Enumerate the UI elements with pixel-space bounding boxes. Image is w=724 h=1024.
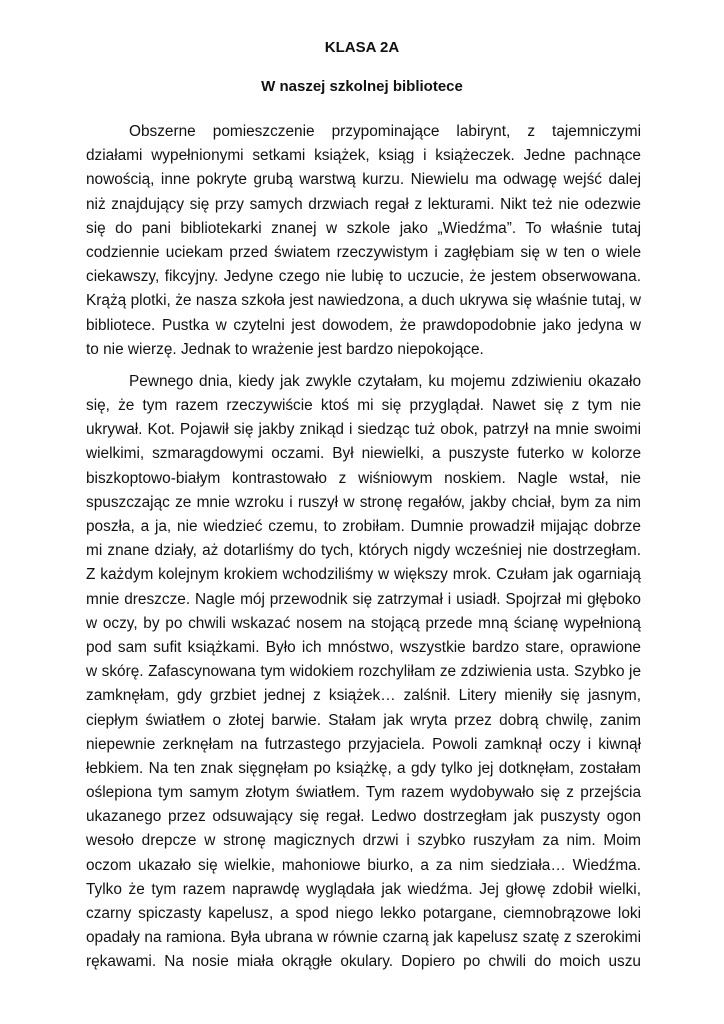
text-line: poszła, a ja, nie wiedzieć czemu, to zrobiłam. Dumnie prowadził mijając dobrze — [86, 518, 641, 535]
text-line: rękawami. Na nosie miała okrągłe okulary. Dopiero po chwili do moich uszu — [86, 953, 641, 971]
paragraph — [86, 120, 641, 362]
text-line: to nie wierzę. Jednak to wrażenie jest bardzo niepokojące. — [86, 340, 484, 358]
text-line: Z każdym kolejnym krokiem wchodziliśmy w większy mrok. Czułam jak ogarniają — [86, 566, 641, 584]
text-line: biszkoptowo-białym kontrastowało z wiśniowym noskiem. Nagle wstał, nie — [86, 469, 641, 487]
text-line: się do pani bibliotekarki znanej w szkole jako „Wiedźma”. To właśnie tutaj — [86, 219, 641, 237]
text-line: w oczy, by po chwili wskazać nosem na stojącą przede mną ścianę wypełnioną — [86, 614, 641, 632]
text-line: mi znane działy, aż dotarliśmy do tych, których nigdy wcześniej nie dostrzegłam. — [86, 542, 641, 560]
story-title: W naszej szkolnej bibliotece — [261, 78, 463, 95]
text-line: mnie dreszcze. Nagle mój przewodnik się zatrzymał i usiadł. Spojrzał mi głęboko — [86, 590, 641, 608]
text-line: bibliotece. Pustka w czytelni jest dowodem, że prawdopodobnie jako jedyna w — [86, 316, 641, 334]
text-line: wielkimi, szmaragdowymi oczami. Był niewielki, a puszyste futerko w kolorze — [86, 445, 641, 463]
text-line: opadały na ramiona. Była ubrana w równie czarną jak kapelusz szatę z szerokimi — [86, 929, 641, 947]
text-line: Krążą plotki, że nasza szkoła jest nawiedzona, a duch ukrywa się właśnie tutaj, w — [86, 292, 641, 310]
text-line: ciepłym światłem o złotej barwie. Stałam jak wryta przez dobrą chwilę, zanim — [86, 711, 641, 729]
text-line: w skórę. Zafascynowana tym widokiem rozchyliłam ze zdziwienia usta. Szybko je — [86, 663, 641, 681]
text-line: wesoło drepcze w stronę magicznych drzwi i szybko ruszyłam za nim. Moim — [86, 832, 641, 850]
text-line: Tylko że tym razem naprawdę wyglądała jak wiedźma. Jej głowę zdobił wielki, — [86, 880, 641, 898]
text-line: pod sam sufit książkami. Było ich mnóstwo, wszystkie bardzo stare, oprawione — [86, 638, 641, 656]
text-line: działami wypełnionymi setkami książek, ksiąg i książeczek. Jedne pachnące — [86, 147, 641, 165]
paragraph — [86, 370, 641, 975]
text-line: oczom ukazało się wielkie, mahoniowe biurko, a za nim siedziała… Wiedźma. — [86, 856, 641, 874]
text-line: ukrywał. Kot. Pojawił się jakby znikąd i siedząc tuż obok, patrzył na mnie swoimi — [86, 421, 641, 439]
text-line: niż znajdujący się przy samych drzwiach regał z lekturami. Nikt też nie odezwie — [86, 195, 641, 213]
text-line: łebkiem. Na ten znak sięgnęłam po książkę, a gdy tylko jej dotknęłam, zostałam — [86, 759, 641, 777]
text-line: się, że tym razem rzeczywiście ktoś mi się przyglądał. Nawet się z tym nie — [86, 397, 641, 415]
text-line: ukazanego przez odsuwający się regał. Ledwo dostrzegłam jak puszysty ogon — [86, 808, 641, 826]
text-line: niepewnie zerknęłam na futrzastego przyjaciela. Powoli zamknął oczy i kiwnął — [86, 735, 641, 753]
text-line: ciekawszy, fikcyjny. Jedyne czego nie lubię to uczucie, że jestem obserwowana. — [86, 268, 641, 286]
story-body — [86, 120, 641, 975]
text-line: czarny spiczasty kapelusz, a spod niego lekko potargane, ciemnobrązowe loki — [86, 905, 641, 922]
text-line: Pewnego dnia, kiedy jak zwykle czytałam, ku mojemu zdziwieniu okazało — [129, 372, 641, 390]
text-line: codziennie uciekam przed światem rzeczywistym i zagłębiam się w ten o wiele — [86, 243, 641, 261]
text-line: nowością, inne pokryte grubą warstwą kurzu. Niewielu ma odwagę wejść dalej — [86, 171, 641, 189]
text-line: oślepiona tym samym złotym światłem. Tym razem wydobywało się z przejścia — [86, 784, 641, 802]
text-line: Obszerne pomieszczenie przypominające labirynt, z tajemniczymi — [129, 123, 641, 140]
paragraph-gap — [86, 362, 641, 370]
text-line: spuszczając ze mnie wzroku i ruszył w stronę regałów, jakby chciał, bym za nim — [86, 493, 641, 511]
text-line: zamknęłam, gdy grzbiet jednej z książek… zalśnił. Litery mieniły się jasnym, — [86, 687, 641, 705]
class-title: KLASA 2A — [324, 39, 400, 56]
